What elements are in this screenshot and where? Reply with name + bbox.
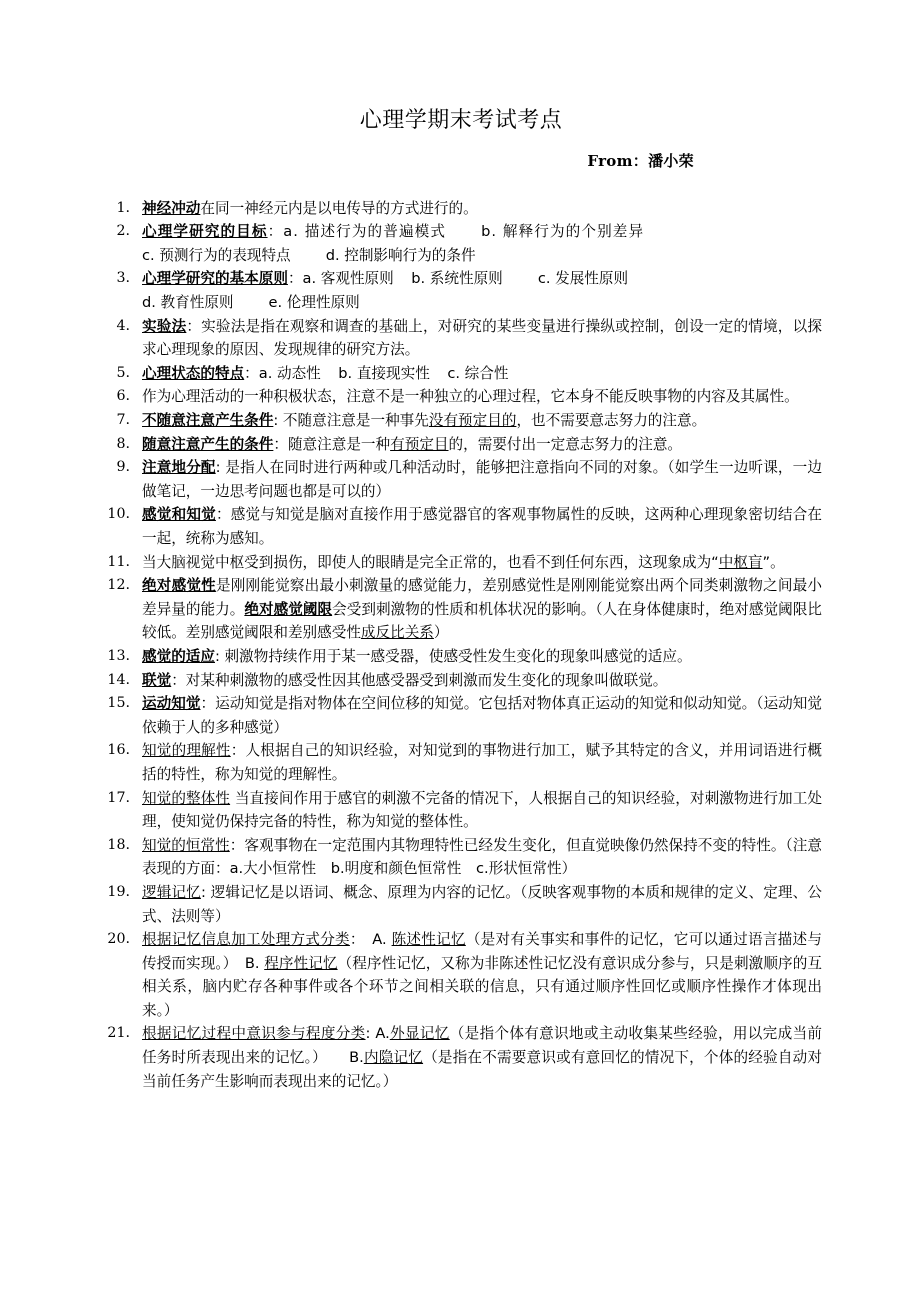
item-body: : 逻辑记忆是以语词、概念、原理为内容的记忆。（反映客观事物的本质和规律的定义、定理、公式、法则等） (142, 883, 822, 925)
key-term: 实验法 (142, 317, 187, 335)
list-item (100, 787, 822, 834)
list-item-number: 17. (107, 789, 130, 806)
list-item (100, 692, 822, 739)
item-body-2: b. 解释行为的个别差异 (481, 223, 645, 241)
list-item-number: 9. (116, 459, 130, 476)
list-item-text (142, 834, 822, 881)
key-term: 心理状态的特点 (142, 364, 245, 382)
list-item-number: 14. (107, 671, 130, 688)
item-body: ：a. 动态性 (244, 364, 321, 382)
list-item-number: 3. (116, 270, 130, 287)
list-item-text (142, 574, 822, 645)
list-item (100, 220, 822, 267)
list-item-text (142, 503, 822, 550)
list-item-number: 11. (107, 553, 130, 570)
key-term: 根据记忆信息加工处理方式分类 (142, 931, 350, 949)
item-body: 作为心理活动的一种积极状态，注意不是一种独立的心理过程，它本身不能反映事物的内容及其属性。 (142, 388, 799, 406)
key-term: 联觉 (142, 671, 172, 689)
list-item-number: 15. (107, 695, 130, 712)
document-byline: From：潘小荣 (587, 151, 694, 170)
item-body-pre: : A. (365, 1025, 390, 1043)
list-item (100, 574, 822, 645)
list-item (100, 267, 822, 314)
item-body: ：运动知觉是指对物体在空间位移的知觉。它包括对物体真正运动的知觉和似动知觉。（运动知觉依赖于人的多种感觉） (142, 695, 822, 736)
list-item-text (142, 787, 822, 834)
key-term: 感觉和知觉 (142, 506, 216, 524)
key-term: 绝对感觉性 (142, 577, 216, 595)
key-term: 根据记忆过程中意识参与程度分类 (142, 1025, 366, 1043)
list-item (100, 197, 822, 221)
list-item (100, 433, 822, 457)
key-term: 运动知觉 (142, 695, 201, 713)
list-item-text (142, 1022, 822, 1093)
list-item (100, 928, 822, 1022)
key-term: 心理学研究的目标 (142, 223, 268, 241)
item-body-post: （是指在不需要意识或有意回忆的情况下，个体的经验自动对当前任务产生影响而表现出来的记忆。） (142, 1049, 822, 1090)
item-body: 当直接间作用于感官的刺激不完备的情况下，人根据自己的知识经验，对刺激物进行加工处理，使知觉仍保持完备的特性，称为知觉的整体性。 (142, 789, 822, 831)
list-item-text (142, 881, 822, 928)
item-line2-b: d. 控制影响行为的条件 (325, 246, 476, 264)
list-item-number: 8. (116, 435, 130, 452)
item-body-2: b. 直接现实性 (338, 364, 430, 382)
item-body-post: ） (433, 624, 449, 642)
list-item-number: 13. (107, 647, 130, 664)
list-item-subline (142, 244, 822, 268)
item-body-post: （程序性记忆，又称为非陈述性记忆没有意识成分参与，只是刺激顺序的互相关系，脑内贮存各种事件或各个环节之间相关联的信息，只有通过顺序性回忆或顺序性操作才体现出来。） (142, 954, 822, 1019)
list-item (100, 669, 822, 693)
key-term-secondary: 绝对感觉阈限 (244, 600, 333, 618)
item-body: ：感觉与知觉是脑对直接作用于感觉器官的客观事物属性的反映，这两种心理现象密切结合在一起，统称为感知。 (142, 506, 822, 547)
list-item-number: 19. (107, 883, 130, 900)
list-item (100, 881, 822, 928)
list-item-text (142, 385, 822, 409)
list-item (100, 503, 822, 550)
item-body-mid: （是对有关事实和事件的记忆，它可以通过语言描述与传授而实现。） B. (142, 931, 822, 972)
list-item-text (142, 456, 822, 503)
list-item (100, 362, 822, 386)
item-body: 在同一神经元内是以电传导的方式进行的。 (200, 199, 478, 217)
document-content (100, 0, 822, 1093)
list-item-number: 18. (107, 836, 130, 853)
list-item (100, 1022, 822, 1093)
list-item (100, 456, 822, 503)
list-item-number: 6. (116, 388, 130, 405)
list-item-subline (142, 291, 822, 315)
list-item-number: 4. (116, 317, 130, 334)
list-item-text (142, 551, 822, 575)
item-body-mid: 会受到刺激物的性质和机体状况的影响。（人在身体健康时，绝对感觉阈限比较低。差别感觉阈限和差别感受性 (142, 600, 822, 642)
key-term: 感觉的适应 (142, 647, 215, 665)
underlined-phrase: 外显记忆 (389, 1025, 450, 1043)
list-item-number: 20. (107, 931, 130, 948)
list-item-text (142, 315, 822, 362)
list-item-text (142, 669, 822, 693)
item-body: : 是指人在同时进行两种或几种活动时，能够把注意指向不同的对象。（如学生一边听课，一边做笔记，一边思考问题也都是可以的） (142, 459, 822, 500)
list-item (100, 834, 822, 881)
underlined-phrase: 有预定目 (390, 435, 449, 453)
key-term: 逻辑记忆 (142, 883, 201, 901)
list-item-text (142, 197, 822, 221)
list-item-text (142, 739, 822, 786)
list-item-number: 12. (107, 577, 130, 594)
item-body: ：实验法是指在观察和调查的基础上，对研究的某些变量进行操纵或控制，创设一定的情境，以探求心理现象的原因、发现规律的研究方法。 (142, 317, 822, 359)
key-term: 知觉的恒常性 (142, 836, 230, 854)
list-item-number: 2. (116, 223, 130, 240)
list-item-text (142, 267, 822, 291)
key-term: 随意注意产生的条件 (142, 435, 274, 453)
item-body-pre: ： A. (349, 931, 392, 949)
key-term: 神经冲动 (142, 199, 201, 217)
list-item-text (142, 433, 822, 457)
item-line2-a: d. 教育性原则 (142, 294, 234, 312)
list-item (100, 551, 822, 575)
item-body-post: 的，需要付出一定意志努力的注意。 (448, 435, 683, 453)
list-item-number: 10. (107, 506, 130, 523)
study-points-list (100, 171, 822, 1094)
key-term: 注意地分配 (142, 459, 216, 477)
underlined-phrase: 没有预定目的 (428, 412, 517, 430)
list-item-number: 1. (116, 199, 130, 216)
item-body-pre: : 不随意注意是一种事先 (273, 412, 429, 430)
list-item-text (142, 645, 822, 669)
key-term: 知觉的理解性 (142, 742, 231, 760)
item-body-3: c. 综合性 (447, 364, 509, 382)
key-term: 心理学研究的基本原则 (142, 270, 288, 288)
key-term: 知觉的整体性 (142, 789, 231, 807)
item-line2-a: c. 预测行为的表现特点 (142, 246, 291, 264)
item-body-pre: 当大脑视觉中枢受到损伤，即使人的眼睛是完全正常的，也看不到任何东西，这现象成为“ (142, 553, 719, 571)
item-body-mid: （是指个体有意识地或主动收集某些经验，用以完成当前任务时所表现出来的记忆。） B. (142, 1025, 822, 1067)
item-body: ：人根据自己的知识经验，对知觉到的事物进行加工，赋予其特定的含义，并用词语进行概括的特性，称为知觉的理解性。 (142, 742, 822, 783)
item-body: ：客观事物在一定范围内其物理特性已经发生变化，但直觉映像仍然保持不变的特性。（注意表现的方面：a.大小恒常性 b.明度和颜色恒常性 c.形状恒常性） (142, 836, 822, 878)
item-body-pre: ：随意注意是一种 (273, 435, 391, 453)
item-body-3: c. 发展性原则 (537, 270, 629, 288)
list-item (100, 645, 822, 669)
list-item-number: 16. (107, 742, 130, 759)
underlined-phrase-2: 程序性记忆 (264, 954, 338, 972)
list-item-number: 21. (107, 1025, 130, 1042)
underlined-phrase: 中枢盲 (718, 553, 763, 571)
item-body: ：对某种刺激物的感受性因其他感受器受到刺激而发生变化的现象叫做联觉。 (171, 671, 668, 689)
list-item-text (142, 692, 822, 739)
item-body-post: ，也不需要意志努力的注意。 (516, 412, 707, 430)
item-body: : 刺激物持续作用于某一感受器，使感受性发生变化的现象叫感觉的适应。 (214, 647, 692, 665)
underlined-phrase-2: 内隐记忆 (363, 1049, 424, 1067)
underlined-phrase: 成反比关系 (360, 624, 434, 642)
item-body-2: b. 系统性原则 (411, 270, 503, 288)
item-body: ：a. 客观性原则 (287, 270, 394, 288)
list-item (100, 739, 822, 786)
list-item-text (142, 409, 822, 433)
item-body-post: ”。 (762, 553, 785, 571)
item-body: ：a. 描述行为的普遍模式 (267, 223, 447, 241)
list-item (100, 315, 822, 362)
list-item-number: 5. (116, 364, 130, 381)
list-item-text (142, 362, 822, 386)
list-item-text (142, 220, 822, 244)
key-term: 不随意注意产生条件 (142, 412, 274, 430)
page-title: 心理学期末考试考点 (359, 108, 563, 133)
item-body-pre: 是刚刚能觉察出最小刺激量的感觉能力，差别感觉性是刚刚能觉察出两个同类刺激物之间最小差异量的能力。 (142, 577, 822, 618)
list-item (100, 385, 822, 409)
list-item-text (142, 928, 822, 1022)
underlined-phrase: 陈述性记忆 (391, 931, 466, 949)
list-item (100, 409, 822, 433)
list-item-number: 7. (116, 412, 130, 429)
item-line2-b: e. 伦理性原则 (268, 294, 360, 312)
